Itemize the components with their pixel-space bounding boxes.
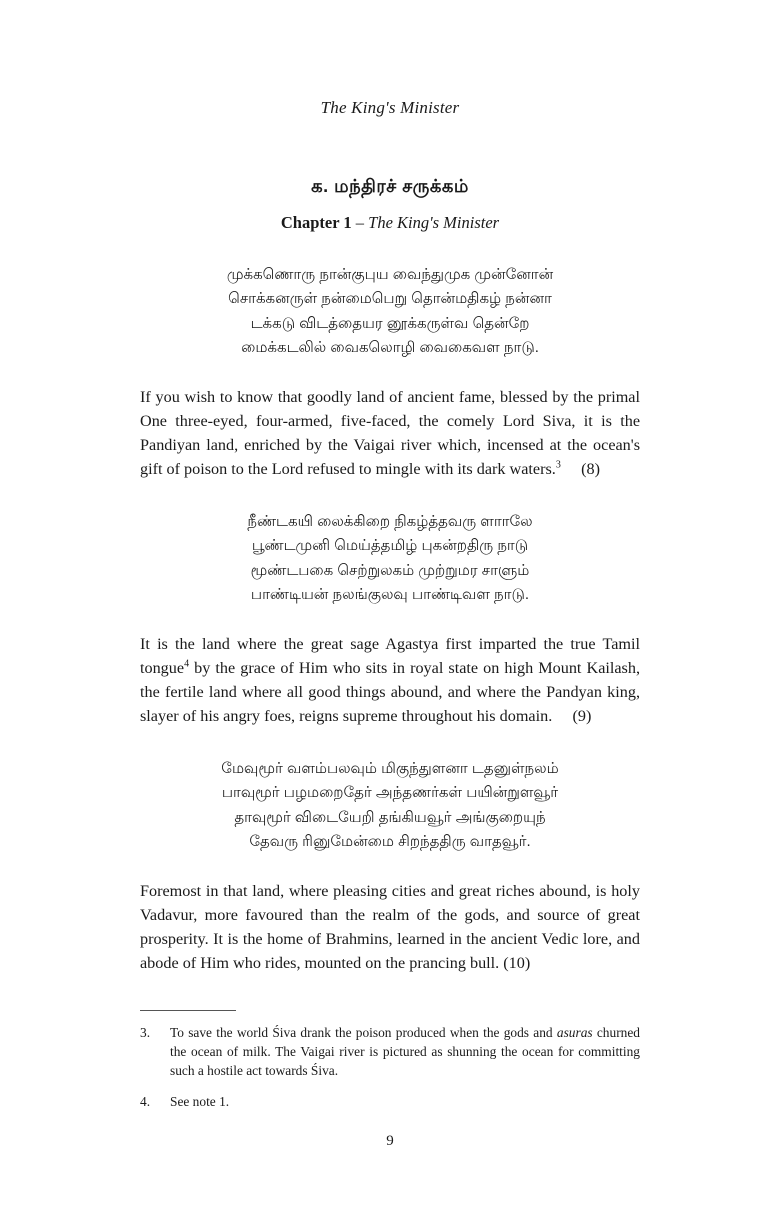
- chapter-label: Chapter 1: [280, 213, 352, 232]
- verse-line: மைக்கடலில் வைகலொழி வைகைவள நாடு.: [241, 338, 539, 356]
- footnote-marker: 4.: [140, 1094, 151, 1110]
- verse-line: நீண்டகயி லைக்கிறை நிகழ்த்தவரு ளாாலே: [247, 513, 533, 531]
- footnote-text-part2: churned the ocean of milk. The Vaigai river is pictured as shunning the ocean for committing such a hostile act towards Śiva.: [170, 1025, 640, 1079]
- verse-line: பூண்டமுனி மெய்த்தமிழ் புகன்றதிரு நாடு: [251, 537, 529, 555]
- footnote-text-italic: asuras: [556, 1025, 593, 1041]
- verse-number: (8): [581, 460, 600, 479]
- translation-paragraph-1: [140, 386, 640, 482]
- running-head: The King's Minister: [320, 98, 460, 117]
- verse-line: முக்கணொரு நான்குபுய வைந்துமுக முன்னோன்: [226, 266, 554, 283]
- footnote-text: [170, 1092, 640, 1111]
- page-content: [140, 176, 640, 1111]
- chapter-title-english: The King's Minister: [368, 213, 500, 232]
- tamil-verse-2: [140, 510, 640, 607]
- translation-text: If you wish to know that goodly land of ancient fame, blessed by the primal One three-eyed, four-armed, five-faced, the comely Lord Siva, it is the Pandiyan land, enriched by the Vaigai river which, incensed at the ocean's gift of poison to the Lord refused to mingle with its dark waters.: [140, 388, 640, 479]
- translation-text-after: by the grace of Him who sits in royal state on high Mount Kailash, the fertile land where all good things abound, and where the Pandyan king, slayer of his angry foes, reigns supreme throughout his domain.: [140, 659, 640, 726]
- translation-text-before: It is the land where the great sage Agastya first imparted the true Tamil tongue: [140, 635, 640, 678]
- footnote-marker: 3.: [140, 1025, 151, 1041]
- footnote-text-part1: To save the world Śiva drank the poison produced when the gods and: [170, 1025, 557, 1041]
- chapter-subtitle: [140, 213, 640, 233]
- translation-paragraph-3: [140, 880, 640, 976]
- verse-line: தேவரு ரினுமேன்மை சிறந்ததிரு வாதவூர்.: [249, 833, 531, 851]
- verse-line: டக்கடு விடத்தையர னூக்கருள்வ தென்றே: [250, 314, 530, 332]
- tamil-verse-1: [140, 263, 640, 360]
- verse-line: மூண்டபகை செற்றுலகம் முற்றுமர சாளும்: [250, 561, 530, 579]
- footnotes-section: [140, 1023, 640, 1111]
- footnote-ref-3[interactable]: 3: [555, 459, 561, 471]
- verse-line: பாண்டியன் நலங்குலவு பாண்டிவள நாடு.: [250, 585, 530, 603]
- book-page: [0, 98, 780, 1206]
- footnote-ref-4[interactable]: 4: [184, 658, 190, 670]
- footnote-text: [170, 1023, 640, 1080]
- verse-line: சொக்கனருள் நன்மைபெறு தொன்மதிகழ் நன்னா: [228, 290, 552, 308]
- verse-line: தாவுமூர் விடையேறி தங்கியவூர் அங்குறையுந்: [234, 808, 546, 826]
- translation-paragraph-2: [140, 633, 640, 729]
- footnote-item: [140, 1092, 640, 1111]
- footnote-separator: [140, 1010, 236, 1011]
- verse-number: (10): [503, 954, 531, 973]
- page-number: 9: [386, 1133, 394, 1149]
- footnote-item: [140, 1023, 640, 1080]
- tamil-verse-3: [140, 757, 640, 854]
- verse-line: பாவுமூர் பழமறைதேர் அந்தணர்கள் பயின்றுளவூர்: [221, 784, 559, 802]
- translation-text: Foremost in that land, where pleasing cities and great riches abound, is holy Vadavur, more favoured than the realm of the gods, and source of great prosperity. It is the home of Brahmins, learned in the ancient Vedic lore, and abode of Him who rides, mounted on the prancing bull.: [140, 882, 640, 973]
- chapter-title-tamil: க. மந்திரச் சருக்கம்: [311, 176, 469, 196]
- verse-number: (9): [572, 707, 592, 726]
- footnote-text-part1: See note 1.: [170, 1094, 230, 1110]
- chapter-dash: –: [351, 213, 369, 232]
- verse-line: மேவுமூர் வளம்பலவும் மிகுந்துளனா டதனுள்நலம்: [221, 760, 559, 778]
